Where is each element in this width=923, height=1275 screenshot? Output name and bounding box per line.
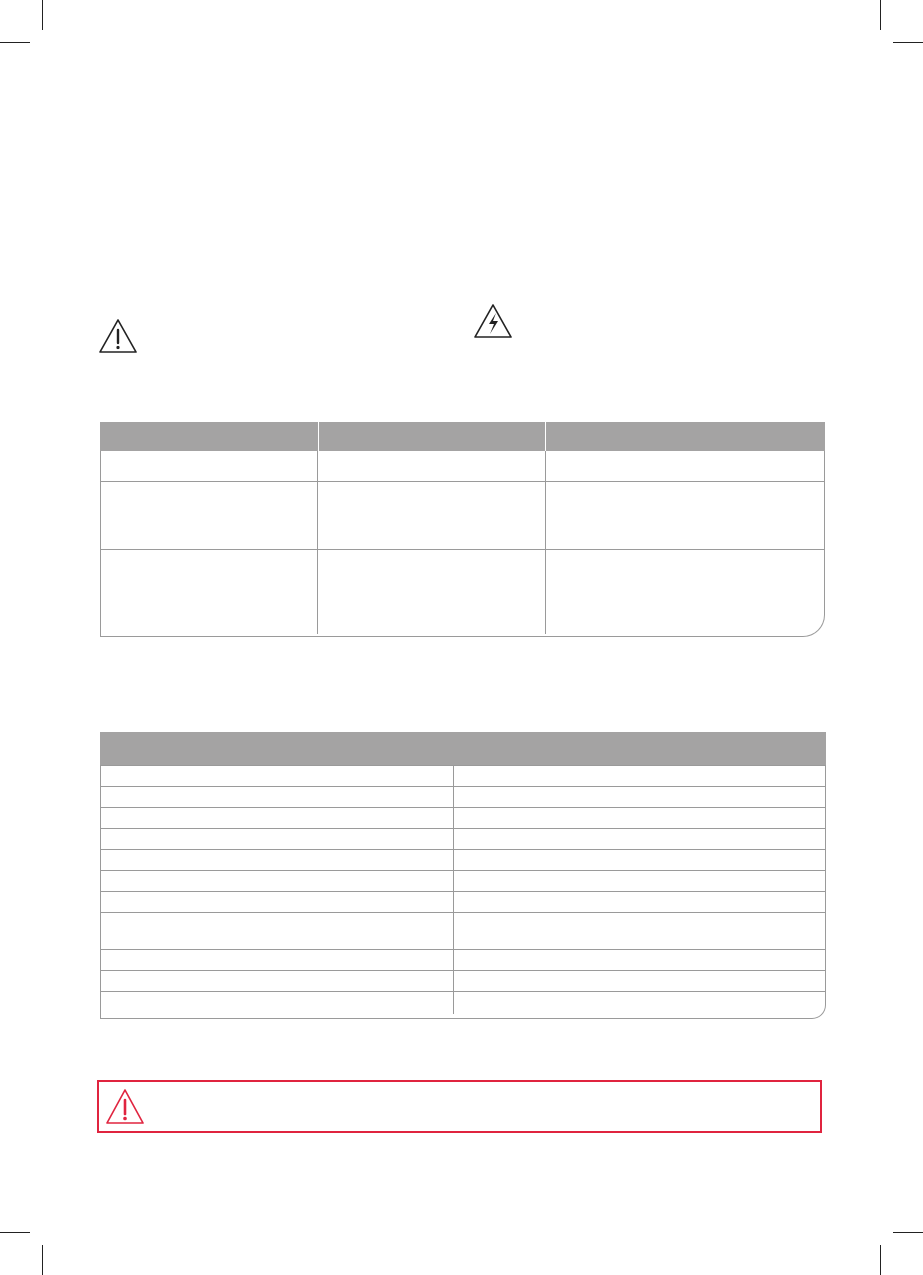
table-1-column-divider [545,451,546,634]
table-row [101,891,825,892]
table-1-header-cell [100,422,318,451]
crop-mark-bottom-left-v [42,1245,43,1275]
table-1-row-divider [101,481,824,482]
table-row [101,870,825,871]
table-1-header-cell [546,422,825,451]
table-1-header-cell [319,422,545,451]
table-row [101,970,825,971]
table-2-column-divider [453,765,454,1014]
crop-mark-top-right-h [893,42,923,43]
crop-mark-top-left-h [0,42,30,43]
table-row [101,765,825,766]
table-row [101,786,825,787]
table-row [101,849,825,850]
table-row [101,912,825,913]
warning-box [97,1080,822,1133]
crop-mark-top-right-v [880,0,881,30]
exclamation-triangle-icon [98,318,138,354]
table-row [101,828,825,829]
table-1 [100,422,825,637]
crop-mark-bottom-right-v [880,1245,881,1275]
warning-triangle-icon [105,1088,145,1126]
table-row [101,949,825,950]
table-2-header [100,732,826,765]
table-2 [100,732,826,1019]
table-row [101,991,825,992]
table-row [101,807,825,808]
crop-mark-top-left-v [42,0,43,30]
crop-mark-bottom-left-h [0,1232,30,1233]
table-1-column-divider [317,451,318,634]
crop-mark-bottom-right-h [893,1232,923,1233]
table-1-row-divider [101,549,824,550]
high-voltage-triangle-icon [473,303,513,339]
